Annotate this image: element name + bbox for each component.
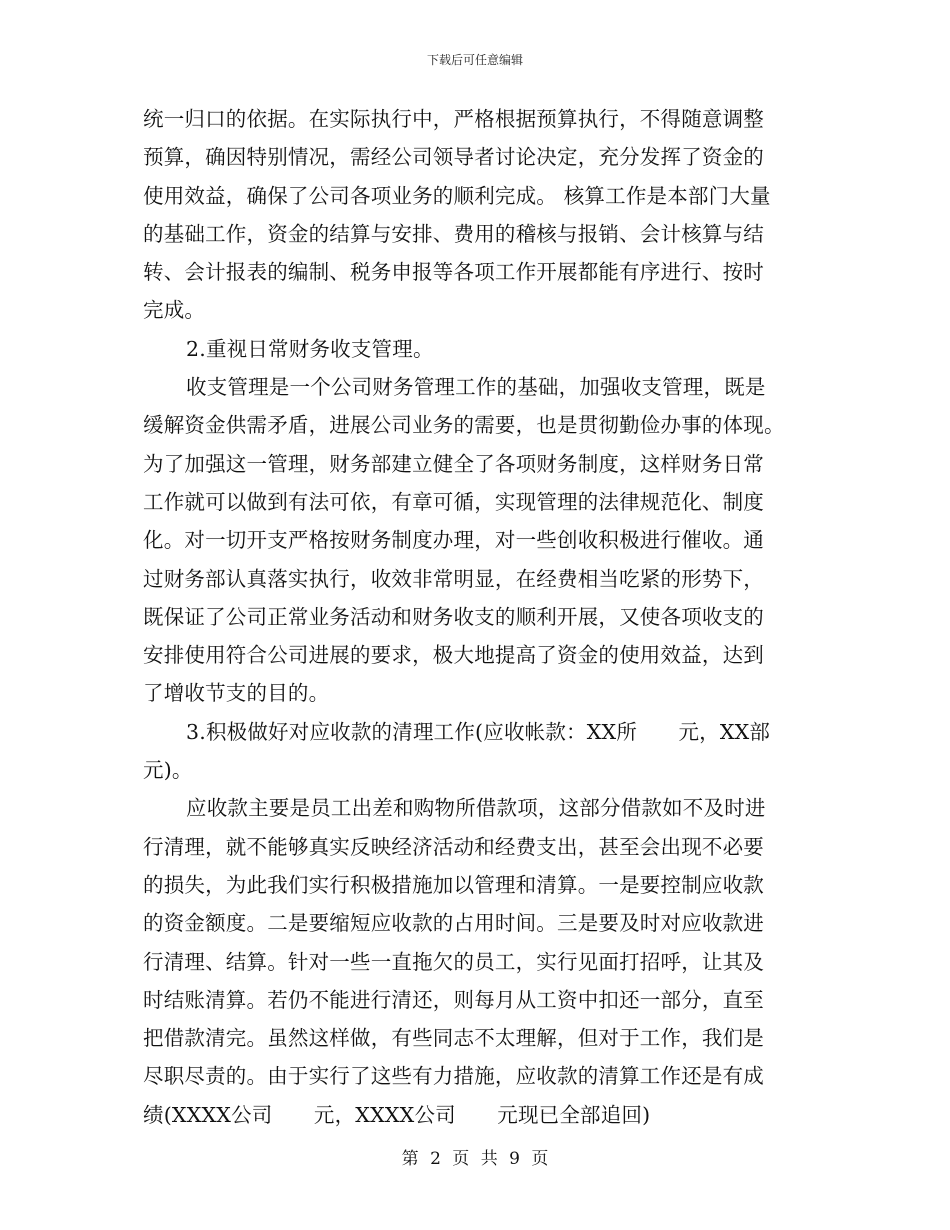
text-line: 使用效益，确保了公司各项业务的顺利完成。 核算工作是本部门大量 <box>143 183 771 208</box>
text-line: 为了加强这一管理，财务部建立健全了各项财务制度，这样财务日常 <box>143 451 764 476</box>
text-line: 安排使用符合公司进展的要求，极大地提高了资金的使用效益，达到 <box>143 643 764 668</box>
text-line: 把借款清完。虽然这样做，有些同志不太理解，但对于工作，我们是 <box>143 1026 764 1051</box>
section-heading: 2.重视日常财务收支管理。 <box>186 336 434 361</box>
text-line: 行清理，就不能够真实反映经济活动和经费支出，甚至会出现不必要 <box>143 834 764 859</box>
text-line: 的基础工作，资金的结算与安排、费用的稽核与报销、会计核算与结 <box>143 221 764 246</box>
text-line: 完成。 <box>143 298 206 323</box>
text-line: 元)。 <box>143 758 193 783</box>
text-line: 工作就可以做到有法可依，有章可循，实现管理的法律规范化、制度 <box>143 489 764 514</box>
section-heading: 3.积极做好对应收款的清理工作(应收帐款：XX所 元，XX部 <box>186 719 771 744</box>
text-line: 收支管理是一个公司财务管理工作的基础，加强收支管理，既是 <box>186 375 766 400</box>
text-line: 行清理、结算。针对一些一直拖欠的员工，实行见面打招呼，让其及 <box>143 949 764 974</box>
text-line: 应收款主要是员工出差和购物所借款项，这部分借款如不及时进 <box>186 796 766 821</box>
text-line: 的资金额度。二是要缩短应收款的占用时间。三是要及时对应收款进 <box>143 911 764 936</box>
document-body <box>143 100 813 1134</box>
text-line: 时结账清算。若仍不能进行清还，则每月从工资中扣还一部分，直至 <box>143 987 764 1012</box>
text-line: 化。对一切开支严格按财务制度办理，对一些创收积极进行催收。通 <box>143 528 764 553</box>
text-line: 尽职尽责的。由于实行了这些有力措施，应收款的清算工作还是有成 <box>143 1064 764 1089</box>
page-header: 下载后可任意编辑 <box>426 53 523 67</box>
text-line: 转、会计报表的编制、税务申报等各项工作开展都能有序进行、按时 <box>143 260 764 285</box>
text-line: 的损失，为此我们实行积极措施加以管理和清算。一是要控制应收款 <box>143 872 764 897</box>
text-line: 统一归口的依据。在实际执行中，严格根据预算执行，不得随意调整 <box>143 107 764 131</box>
text-line: 绩(XXXX公司 元，XXXX公司 元现已全部追回) <box>143 1102 651 1127</box>
text-line: 预算，确因特别情况，需经公司领导者讨论决定，充分发挥了资金的 <box>143 145 764 170</box>
text-line: 缓解资金供需矛盾，进展公司业务的需要，也是贯彻勤俭办事的体现。 <box>143 413 785 438</box>
text-line: 既保证了公司正常业务活动和财务收支的顺利开展，又使各项收支的 <box>143 604 764 629</box>
text-line: 了增收节支的目的。 <box>143 681 330 706</box>
page-number: 第 2 页 共 9 页 <box>401 1149 549 1169</box>
text-line: 过财务部认真落实执行，收效非常明显，在经费相当吃紧的形势下， <box>143 566 764 591</box>
